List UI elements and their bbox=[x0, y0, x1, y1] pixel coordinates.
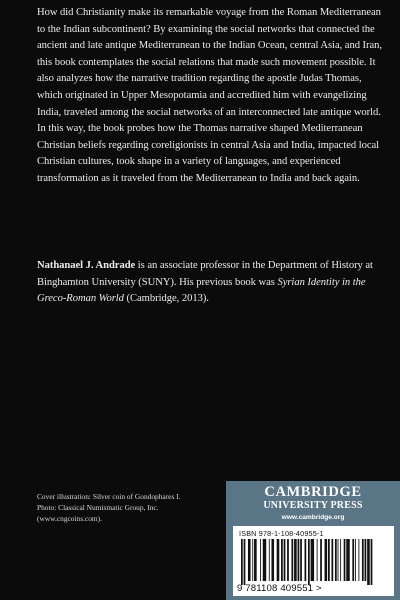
barcode-bar bbox=[294, 539, 297, 581]
barcode-bar bbox=[287, 539, 289, 581]
barcode-bar bbox=[367, 539, 370, 585]
barcode-bar bbox=[320, 539, 322, 581]
author-bio bbox=[37, 258, 383, 308]
barcode-bar bbox=[248, 539, 251, 581]
barcode-bar bbox=[277, 539, 280, 581]
barcode-bar bbox=[344, 539, 346, 581]
author-bio-text: is an associate professor in the Department of History at Binghamton University (SUNY). His previous book was bbox=[37, 260, 373, 288]
barcode-bar bbox=[254, 539, 257, 581]
isbn-label: ISBN 978-1-108-40955-1 bbox=[239, 529, 324, 538]
barcode-panel bbox=[233, 526, 394, 596]
barcode-bar bbox=[362, 539, 364, 581]
barcode-bar bbox=[298, 539, 300, 581]
barcode-bar bbox=[358, 539, 359, 581]
barcode-bar bbox=[317, 539, 318, 581]
barcode-bar bbox=[346, 539, 349, 581]
barcode-bar bbox=[365, 539, 367, 581]
barcode-bar bbox=[325, 539, 328, 581]
publisher-name: CAMBRIDGE bbox=[264, 484, 362, 500]
barcode-bar bbox=[241, 539, 243, 585]
barcode-bar bbox=[335, 539, 337, 581]
barcode-bar bbox=[244, 539, 246, 585]
barcode-bar bbox=[281, 539, 283, 581]
barcode-bar bbox=[300, 539, 302, 581]
barcode-bar bbox=[352, 539, 354, 581]
barcode-bar bbox=[331, 539, 333, 581]
barcode-bar bbox=[263, 539, 266, 581]
publisher-box bbox=[226, 481, 400, 600]
barcode-bar bbox=[252, 539, 253, 581]
publisher-url: www.cambridge.org bbox=[281, 514, 345, 521]
barcode-bar bbox=[269, 539, 270, 581]
barcode-bar bbox=[305, 539, 307, 581]
barcode-bar bbox=[271, 539, 274, 581]
author-bio-tail: (Cambridge, 2013). bbox=[123, 293, 209, 305]
barcode-bar bbox=[355, 539, 356, 581]
barcode-bar bbox=[371, 539, 373, 585]
barcode-bar bbox=[340, 539, 341, 581]
credit-line-1: Cover illustration: Silver coin of Gondophares I. bbox=[37, 492, 181, 501]
previous-book-title: Syrian Identity in the Greco-Roman World bbox=[37, 276, 366, 305]
credit-line-2: Photo: Classical Numismatic Group, Inc. bbox=[37, 503, 159, 513]
barcode-bar bbox=[308, 539, 310, 585]
author-name: Nathanael J. Andrade bbox=[37, 260, 136, 271]
cover-illustration-credit bbox=[37, 491, 207, 525]
barcode-digits: 9 781108 409551 > bbox=[237, 583, 322, 594]
barcode-bar bbox=[260, 539, 261, 581]
barcode-bar bbox=[338, 539, 339, 581]
barcode-bar bbox=[291, 539, 293, 581]
publisher-subname: UNIVERSITY PRESS bbox=[263, 500, 363, 511]
barcode-icon bbox=[239, 539, 389, 585]
barcode-bar bbox=[284, 539, 286, 581]
back-cover-blurb: How did Christianity make its remarkable voyage from the Roman Mediterranean to the Indian subcontinent? By examining the social networks that connected the ancient and late antique Mediterranean to the Indian Ocean, central Asia, and Iran, this book contemplates the social relations that made such movement possible. It also analyzes how the narrative tradition regarding the apostle Judas Thomas, which originated in Upper Mesopotamia and accredited him with evangelizing India, traveled among the social networks of an interconnected late antique world. In this way, the book probes how the Thomas narrative shaped Mediterranean Christian beliefs regarding coreligionists in central Asia and India, impacted local Christian cultures, took shape in a variety of languages, and experienced transformation as it traveled from the Mediterranean to India and back again. bbox=[37, 7, 382, 184]
barcode-bar bbox=[311, 539, 314, 581]
barcode-bar bbox=[328, 539, 330, 581]
credit-line-3: (www.cngcoins.com). bbox=[37, 514, 102, 524]
